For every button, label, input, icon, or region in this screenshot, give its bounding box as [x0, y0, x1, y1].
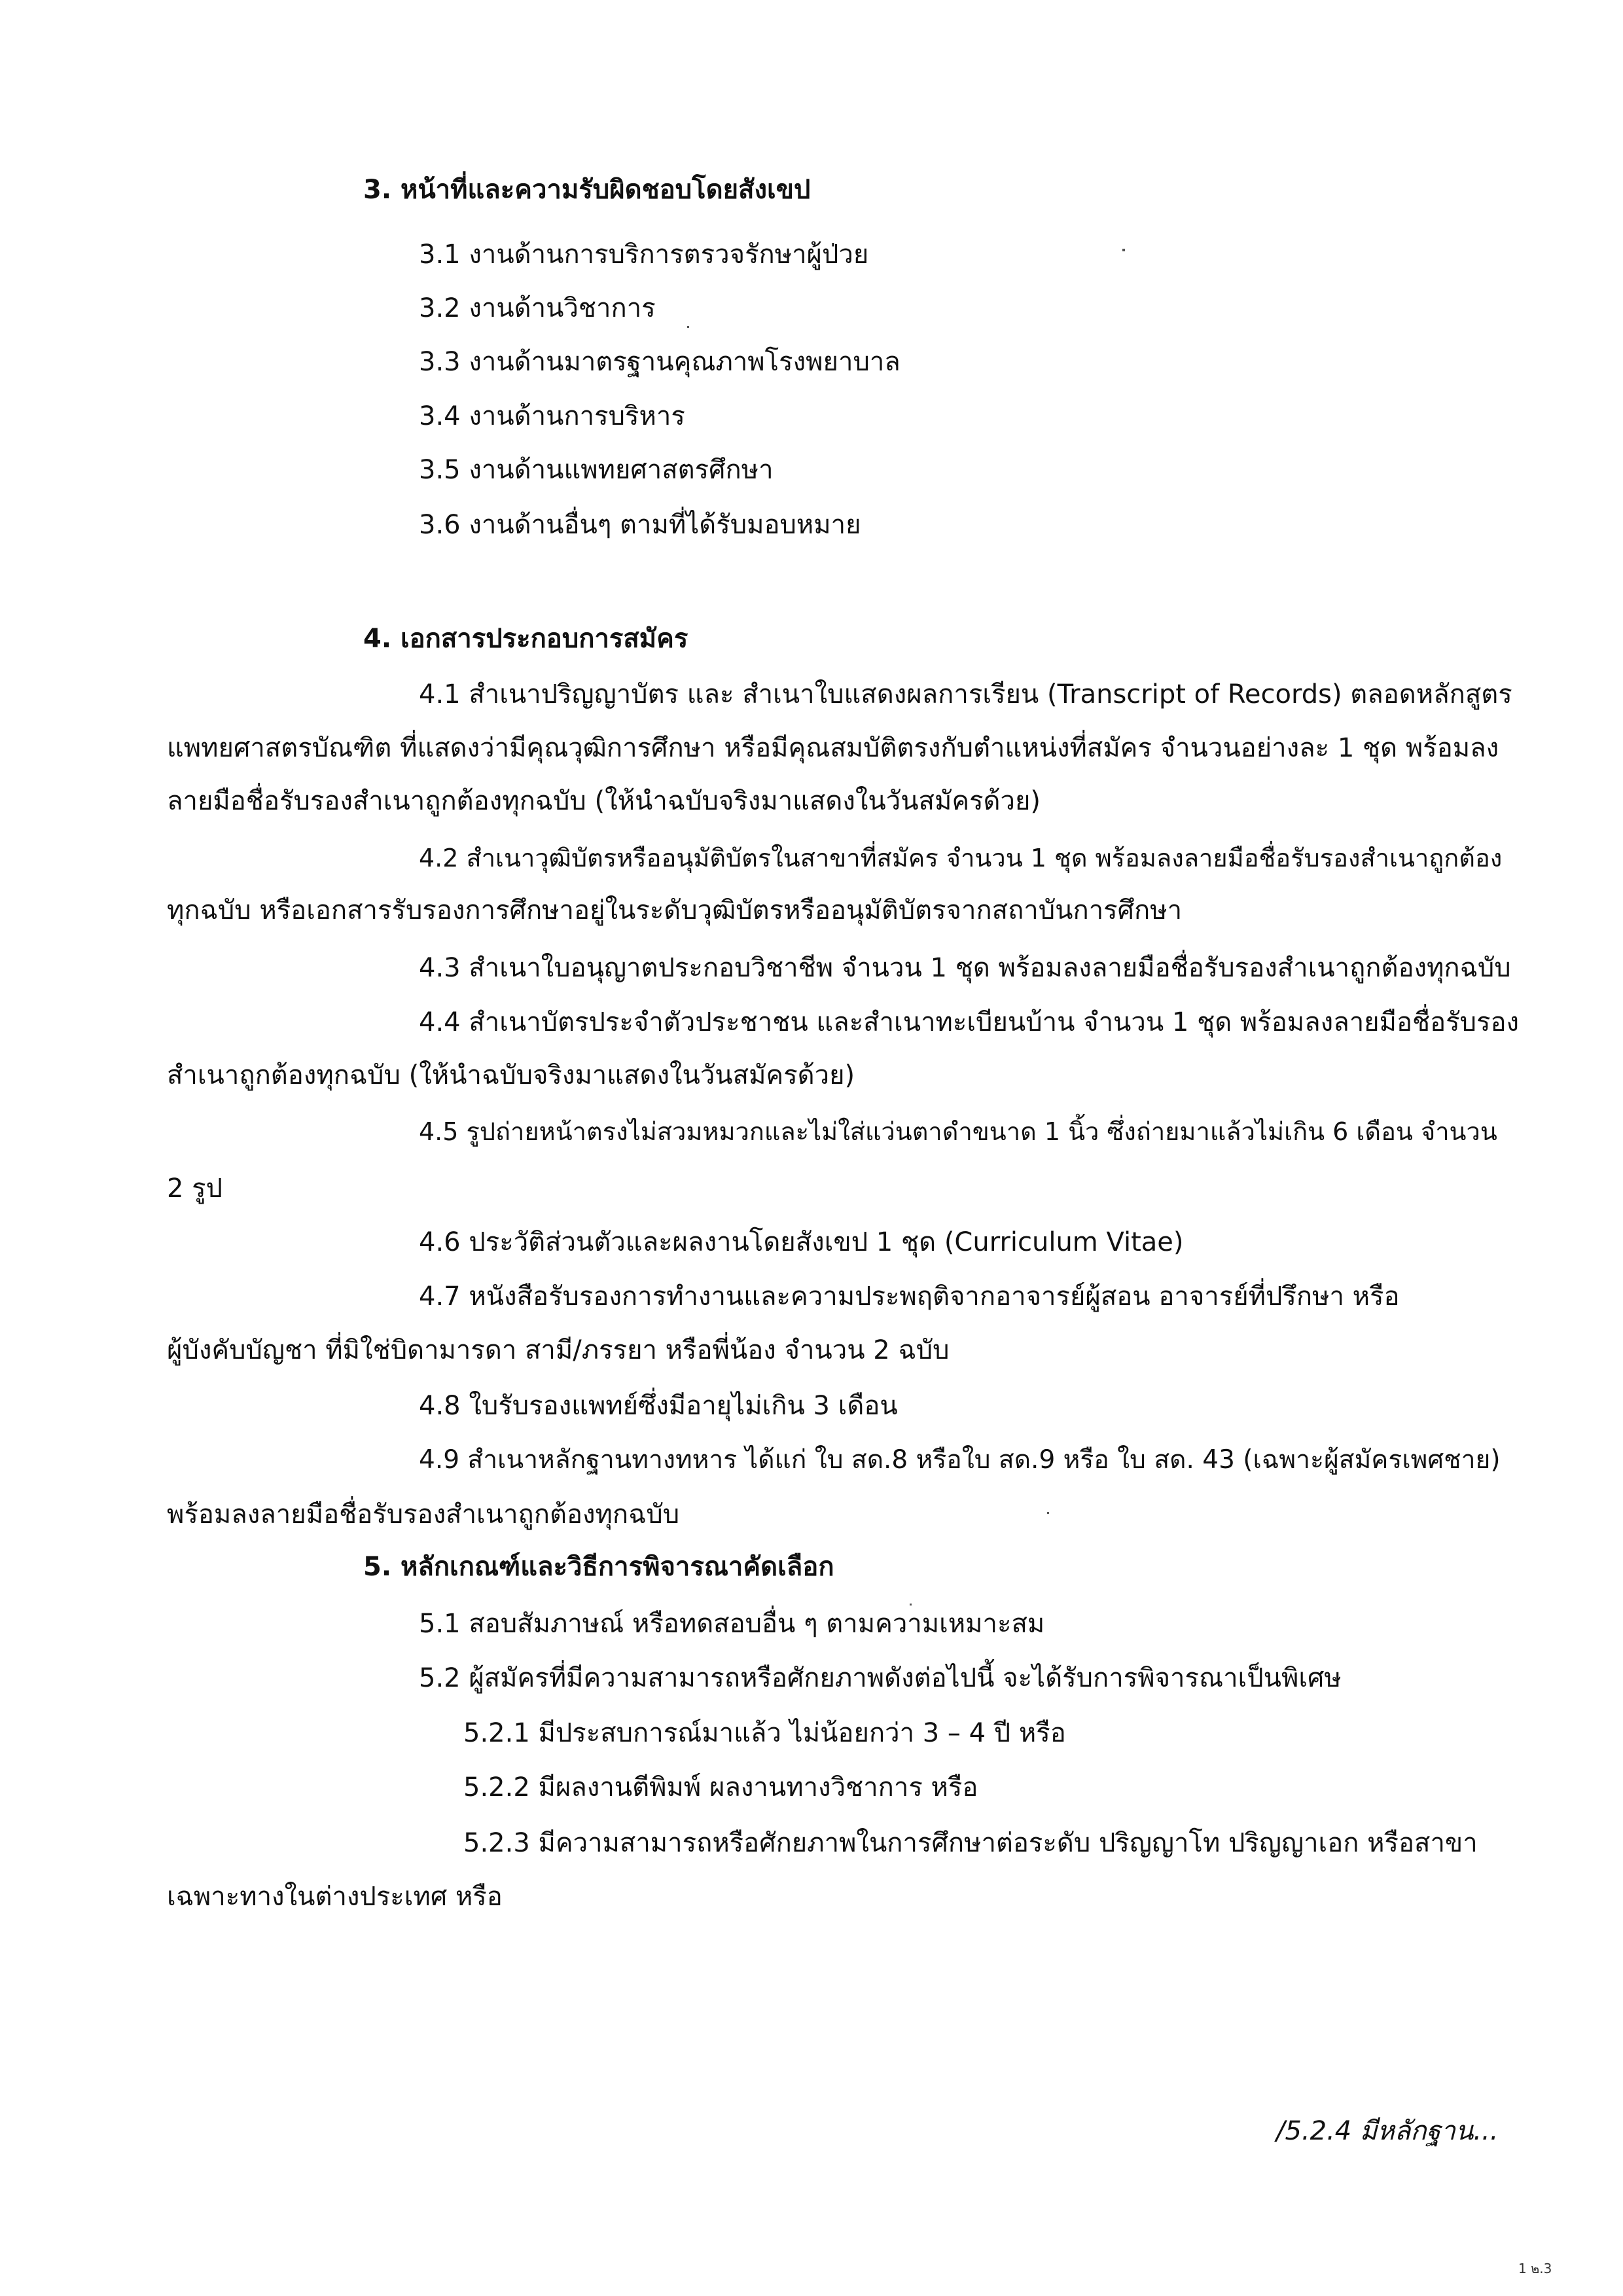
item-4-1-line: แพทยศาสตรบัณฑิต ที่แสดงว่ามีคุณวุฒิการศึกษา หรือมีคุณสมบัติตรงกับตำแหน่งที่สมัคร จำนวนอย่างละ 1 ชุด พร้อมลง	[167, 733, 1499, 763]
section-3-item: 3.2 งานด้านวิชาการ	[419, 293, 656, 323]
item-4-5-line: 2 รูป	[167, 1174, 223, 1204]
corner-mark: 1 ๒.3	[1518, 2261, 1552, 2276]
item-4-9-line: พร้อมลงลายมือชื่อรับรองสำเนาถูกต้องทุกฉบับ	[167, 1499, 680, 1530]
item-4-5-line: 4.5 รูปถ่ายหน้าตรงไม่สวมหมวกและไม่ใส่แว่นตาดำขนาด 1 นิ้ว ซึ่งถ่ายมาแล้วไม่เกิน 6 เดือน จำนวน	[419, 1117, 1497, 1146]
item-4-6-line: 4.6 ประวัติส่วนตัวและผลงานโดยสังเขป 1 ชุด (Curriculum Vitae)	[419, 1227, 1184, 1257]
scan-speck	[1122, 249, 1125, 251]
section-4-heading: 4. เอกสารประกอบการสมัคร	[363, 624, 688, 654]
item-4-7-line: 4.7 หนังสือรับรองการทำงานและความประพฤติจากอาจารย์ผู้สอน อาจารย์ที่ปรึกษา หรือ	[419, 1282, 1400, 1312]
item-4-9-line: 4.9 สำเนาหลักฐานทางทหาร ได้แก่ ใบ สด.8 หรือใบ สด.9 หรือ ใบ สด. 43 (เฉพาะผู้สมัครเพศชาย)	[419, 1445, 1501, 1475]
section-5-subitem-continuation: เฉพาะทางในต่างประเทศ หรือ	[167, 1882, 503, 1912]
item-4-1-line: ลายมือชื่อรับรองสำเนาถูกต้องทุกฉบับ (ให้นำฉบับจริงมาแสดงในวันสมัครด้วย)	[167, 786, 1041, 816]
item-4-8-line: 4.8 ใบรับรองแพทย์ซึ่งมีอายุไม่เกิน 3 เดือน	[419, 1391, 898, 1421]
section-5-subitem: 5.2.2 มีผลงานตีพิมพ์ ผลงานทางวิชาการ หรือ	[463, 1772, 978, 1803]
section-5-subitem: 5.2.1 มีประสบการณ์มาแล้ว ไม่น้อยกว่า 3 – 4 ปี หรือ	[463, 1718, 1066, 1748]
section-5-item: 5.1 สอบสัมภาษณ์ หรือทดสอบอื่น ๆ ตามความเหมาะสม	[419, 1609, 1045, 1639]
section-5-heading: 5. หลักเกณฑ์และวิธีการพิจารณาคัดเลือก	[363, 1552, 834, 1582]
item-4-1-line: 4.1 สำเนาปริญญาบัตร และ สำเนาใบแสดงผลการเรียน (Transcript of Records) ตลอดหลักสูตร	[419, 679, 1512, 709]
scan-speck	[687, 326, 689, 328]
section-3-heading: 3. หน้าที่และความรับผิดชอบโดยสังเขป	[363, 175, 811, 205]
item-4-2-line: 4.2 สำเนาวุฒิบัตรหรืออนุมัติบัตรในสาขาที่สมัคร จำนวน 1 ชุด พร้อมลงลายมือชื่อรับรองสำเนาถูกต้อง	[419, 844, 1503, 872]
section-3-item: 3.5 งานด้านแพทยศาสตรศึกษา	[419, 455, 774, 485]
scan-speck	[910, 1604, 912, 1605]
section-3-item: 3.3 งานด้านมาตรฐานคุณภาพโรงพยาบาล	[419, 347, 901, 377]
section-3-item: 3.4 งานด้านการบริหาร	[419, 401, 685, 431]
scan-speck	[1047, 1512, 1049, 1514]
item-4-4-line: สำเนาถูกต้องทุกฉบับ (ให้นำฉบับจริงมาแสดงในวันสมัครด้วย)	[167, 1060, 855, 1090]
section-3-item: 3.1 งานด้านการบริการตรวจรักษาผู้ป่วย	[419, 240, 869, 270]
item-4-2-line: ทุกฉบับ หรือเอกสารรับรองการศึกษาอยู่ในระดับวุฒิบัตรหรืออนุมัติบัตรจากสถาบันการศึกษา	[167, 895, 1183, 925]
section-5-subitem: 5.2.3 มีความสามารถหรือศักยภาพในการศึกษาต่อระดับ ปริญญาโท ปริญญาเอก หรือสาขา	[463, 1828, 1478, 1858]
item-4-4-line: 4.4 สำเนาบัตรประจำตัวประชาชน และสำเนาทะเบียนบ้าน จำนวน 1 ชุด พร้อมลงลายมือชื่อรับรอง	[419, 1007, 1520, 1037]
item-4-3-line: 4.3 สำเนาใบอนุญาตประกอบวิชาชีพ จำนวน 1 ชุด พร้อมลงลายมือชื่อรับรองสำเนาถูกต้องทุกฉบับ	[419, 953, 1511, 983]
section-5-item: 5.2 ผู้สมัครที่มีความสามารถหรือศักยภาพดังต่อไปนี้ จะได้รับการพิจารณาเป็นพิเศษ	[419, 1663, 1342, 1693]
page-continuation-note: /5.2.4 มีหลักฐาน...	[1276, 2116, 1499, 2146]
section-3-item: 3.6 งานด้านอื่นๆ ตามที่ได้รับมอบหมาย	[419, 510, 861, 540]
item-4-7-line: ผู้บังคับบัญชา ที่มิใช่บิดามารดา สามี/ภรรยา หรือพี่น้อง จำนวน 2 ฉบับ	[167, 1335, 950, 1365]
